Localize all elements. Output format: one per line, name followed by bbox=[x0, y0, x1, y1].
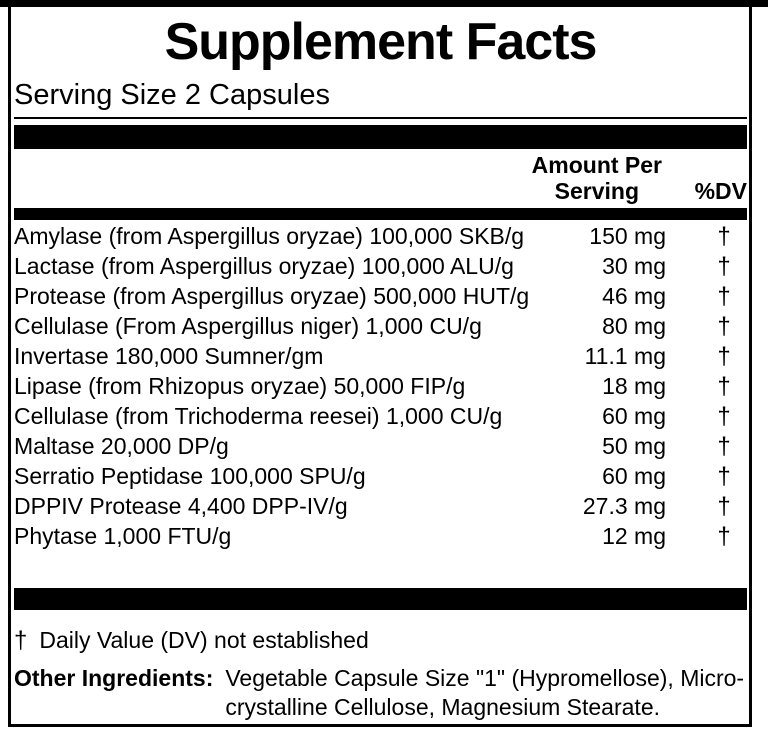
table-row bbox=[14, 222, 747, 252]
amount-per-serving-header bbox=[532, 153, 662, 205]
separator-bar-thick-top bbox=[14, 125, 747, 149]
separator-bar-thick-bottom bbox=[14, 588, 747, 610]
amount-header-line1: Amount Per bbox=[531, 152, 662, 179]
other-ingredients-label: Other Ingredients: bbox=[14, 664, 214, 691]
ingredient-name: Invertase 180,000 Sumner/gm bbox=[14, 343, 324, 370]
table-row bbox=[14, 342, 747, 372]
panel-border-box bbox=[8, 0, 752, 727]
ingredient-dv: † bbox=[717, 252, 731, 280]
serving-size: Serving Size 2 Capsules bbox=[14, 80, 747, 119]
panel-title: Supplement Facts bbox=[164, 13, 597, 71]
other-ingredients-line1: Vegetable Capsule Size "1" (Hypromellose), Micro- bbox=[225, 664, 745, 691]
ingredient-table bbox=[14, 222, 747, 552]
ingredient-name: Lactase (from Aspergillus oryzae) 100,000 ALU/g bbox=[14, 253, 514, 280]
percent-dv-header: %DV bbox=[694, 178, 747, 205]
ingredient-name: Phytase 1,000 FTU/g bbox=[14, 523, 232, 550]
ingredient-amount: 50 mg bbox=[602, 433, 666, 460]
daily-value-note: Daily Value (DV) not established bbox=[39, 626, 369, 653]
ingredient-amount: 60 mg bbox=[602, 463, 666, 490]
ingredient-dv: † bbox=[717, 402, 731, 430]
ingredient-amount: 11.1 mg bbox=[584, 343, 666, 370]
ingredient-name: Protease (from Aspergillus oryzae) 500,000 HUT/g bbox=[14, 283, 530, 310]
ingredient-amount: 30 mg bbox=[602, 253, 666, 280]
ingredient-name: DPPIV Protease 4,400 DPP-IV/g bbox=[14, 493, 348, 520]
ingredient-name: Amylase (from Aspergillus oryzae) 100,000 SKB/g bbox=[14, 223, 525, 250]
ingredient-dv: † bbox=[717, 312, 731, 340]
dagger-symbol: † bbox=[14, 626, 28, 654]
daily-value-footnote bbox=[14, 627, 747, 655]
ingredient-dv: † bbox=[717, 522, 731, 550]
table-row bbox=[14, 522, 747, 552]
ingredient-amount: 27.3 mg bbox=[582, 493, 666, 520]
ingredient-dv: † bbox=[717, 282, 731, 310]
ingredient-dv: † bbox=[717, 492, 731, 520]
ingredient-amount: 60 mg bbox=[602, 403, 666, 430]
ingredient-name: Maltase 20,000 DP/g bbox=[14, 433, 229, 460]
ingredient-name: Lipase (from Rhizopus oryzae) 50,000 FIP/g bbox=[14, 373, 466, 400]
other-ingredients-line2: crystalline Cellulose, Magnesium Stearate. bbox=[225, 693, 661, 720]
other-ingredients bbox=[14, 664, 747, 722]
ingredient-amount: 46 mg bbox=[602, 283, 666, 310]
ingredient-dv: † bbox=[717, 372, 731, 400]
ingredient-dv: † bbox=[717, 432, 731, 460]
ingredient-amount: 12 mg bbox=[602, 523, 666, 550]
other-ingredients-text bbox=[225, 664, 744, 722]
table-row bbox=[14, 312, 747, 342]
table-row bbox=[14, 402, 747, 432]
table-row bbox=[14, 252, 747, 282]
ingredient-amount: 80 mg bbox=[602, 313, 666, 340]
table-header bbox=[14, 153, 747, 205]
table-row bbox=[14, 432, 747, 462]
table-row bbox=[14, 372, 747, 402]
ingredient-amount: 150 mg bbox=[589, 223, 666, 250]
table-row bbox=[14, 282, 747, 312]
ingredient-dv: † bbox=[717, 222, 731, 250]
separator-bar-header bbox=[14, 208, 747, 220]
amount-header-line2: Serving bbox=[554, 178, 640, 205]
ingredient-name: Serratio Peptidase 100,000 SPU/g bbox=[14, 463, 366, 490]
ingredient-amount: 18 mg bbox=[602, 373, 666, 400]
ingredient-dv: † bbox=[717, 342, 731, 370]
ingredient-name: Cellulase (from Trichoderma reesei) 1,000 CU/g bbox=[14, 403, 503, 430]
table-row bbox=[14, 492, 747, 522]
ingredient-name: Cellulase (From Aspergillus niger) 1,000 CU/g bbox=[14, 313, 482, 340]
ingredient-dv: † bbox=[717, 462, 731, 490]
table-row bbox=[14, 462, 747, 492]
